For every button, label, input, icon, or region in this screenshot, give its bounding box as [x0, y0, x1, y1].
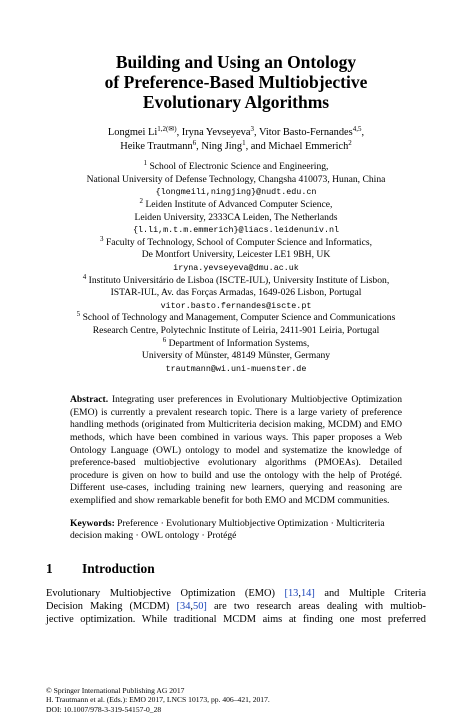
affiliation — [46, 161, 426, 199]
citation-link[interactable]: 50] — [193, 601, 207, 613]
title-line: Building and Using an Ontology — [115, 52, 357, 72]
citation-link[interactable]: [13 — [284, 587, 299, 599]
affil-line: School of Electronic Science and Engineering, — [149, 161, 329, 173]
keywords-heading: Keywords: — [70, 517, 115, 529]
affil-email[interactable]: {l.li,m.t.m.emmerich}@liacs.leidenuniv.nl — [132, 225, 340, 236]
affil-line: Leiden Institute of Advanced Computer Science, — [145, 198, 333, 210]
intro-paragraph — [46, 587, 426, 627]
author-name[interactable]: Michael Emmerich — [268, 140, 349, 152]
affil-line: University of Münster, 48149 Münster, Germany — [141, 350, 331, 362]
keywords-text: Preference · Evolutionary Multiobjective Optimization · Multicriteria decision making · OWL ontology · Protégé — [70, 517, 385, 542]
abstract-text: Integrating user preferences in Evolutionary Multiobjective Optimization (EMO) is currently a prevalent research topic. There is a large variety of preference handling methods (originated from Multicriteria decision making, MCDM) and EMO methods, which have been combined in various ways. This paper proposes a Web Ontology Language (OWL) ontology to model and systematize the knowledge of preference-based multiobjective evolutionary algorithms (PMOEAs). Detailed procedure is given on how to build and use the ontology with the help of Protégé. Different use-cases, including training new learners, querying and reasoning are exemplified and show remarkable benefit for both EMO and MCDM communities. — [70, 394, 402, 507]
citation-link[interactable]: 14] — [300, 587, 315, 599]
affil-email[interactable]: iryna.yevseyeva@dmu.ac.uk — [173, 262, 299, 273]
body-text: Evolutionary Multiobjective Optimization (EMO) — [46, 587, 285, 599]
affil-number: 6 — [162, 335, 167, 344]
section-heading — [46, 561, 426, 577]
author-list — [46, 126, 426, 153]
author-line — [46, 140, 426, 154]
author-affil-mark: 1 — [242, 138, 246, 147]
author-separator: , and — [245, 140, 269, 152]
copyright-footer — [46, 686, 426, 714]
affil-line: Research Centre, Polytechnic Institute of Leiria, 2411-901 Leiria, Portugal — [92, 324, 380, 336]
proceedings-line: H. Trautmann et al. (Eds.): EMO 2017, LNCS 10173, pp. 406–421, 2017. — [46, 695, 270, 705]
body-line — [46, 600, 426, 613]
title-line: Evolutionary Algorithms — [142, 92, 330, 112]
section-number: 1 — [46, 560, 53, 576]
affil-email[interactable]: vitor.basto.fernandes@iscte.pt — [160, 300, 312, 311]
affil-line: Leiden University, 2333CA Leiden, The Netherlands — [134, 211, 338, 223]
affiliation — [46, 234, 426, 275]
affil-line: Instituto Universitário de Lisboa (ISCTE-IUL), University Institute of Lisbon, — [88, 274, 390, 286]
affiliation-list — [46, 161, 426, 375]
title-line: of Preference-Based Multiobjective — [104, 72, 368, 92]
affil-number: 4 — [82, 272, 87, 281]
affil-number: 2 — [139, 196, 144, 205]
citation-separator: , — [298, 587, 301, 599]
author-affil-mark: 1,2(✉) — [157, 125, 177, 133]
affil-line: Faculty of Technology, School of Computer Science and Informatics, — [105, 236, 372, 248]
paper-title — [46, 52, 426, 112]
body-text: and Multiple Criteria — [314, 587, 426, 599]
author-affil-mark: 4,5 — [352, 125, 362, 133]
keywords — [70, 518, 402, 543]
author-name[interactable]: Heike Trautmann — [120, 140, 193, 152]
author-name[interactable]: Vitor Basto-Fernandes — [258, 127, 353, 138]
affil-email[interactable]: trautmann@wi.uni-muenster.de — [165, 363, 307, 374]
doi-line[interactable]: DOI: 10.1007/978-3-319-54157-0_28 — [46, 704, 162, 714]
body-text: are two research areas dealing with multiob- — [206, 601, 426, 613]
body-line — [46, 587, 426, 600]
copyright-line: © Springer International Publishing AG 2017 — [46, 686, 185, 695]
abstract-heading: Abstract. — [70, 394, 109, 406]
author-affil-mark: 2 — [348, 138, 352, 147]
affil-email[interactable]: {longmeili,ningjing}@nudt.edu.cn — [155, 187, 317, 198]
affiliation — [46, 312, 426, 337]
section-title: Introduction — [82, 560, 155, 576]
affil-number: 3 — [100, 234, 104, 243]
affil-line: National University of Defense Technology, Changsha 410073, Hunan, China — [86, 173, 386, 185]
abstract — [70, 394, 402, 507]
affil-number: 5 — [76, 310, 81, 319]
author-separator: , — [176, 127, 182, 138]
affiliation — [46, 272, 426, 313]
author-name[interactable]: Longmei Li — [107, 127, 158, 138]
author-affil-mark: 6 — [192, 138, 197, 147]
author-separator: , — [253, 127, 259, 138]
body-line: jective optimization. While traditional MCDM aims at finding one most preferred — [46, 614, 426, 626]
affil-line: Department of Information Systems, — [168, 337, 310, 349]
author-separator: , — [361, 127, 365, 138]
affiliation — [46, 335, 426, 376]
citation-link[interactable]: [34 — [176, 601, 191, 613]
affil-line: De Montfort University, Leicester LE1 9BH, UK — [141, 249, 331, 261]
affil-line: ISTAR-IUL, Av. das Forças Armadas, 1649-026 Lisbon, Portugal — [110, 287, 362, 299]
author-name[interactable]: Ning Jing — [201, 140, 243, 152]
body-text: Decision Making (MCDM) — [46, 601, 177, 613]
affil-number: 1 — [143, 159, 148, 168]
author-separator: , — [196, 140, 202, 152]
author-line — [46, 126, 426, 140]
affiliation — [46, 196, 426, 237]
affil-line: School of Technology and Management, Computer Science and Communications — [82, 312, 396, 324]
author-name[interactable]: Iryna Yevseyeva — [181, 127, 251, 138]
author-affil-mark: 3 — [250, 125, 254, 133]
citation-separator: , — [190, 601, 194, 613]
